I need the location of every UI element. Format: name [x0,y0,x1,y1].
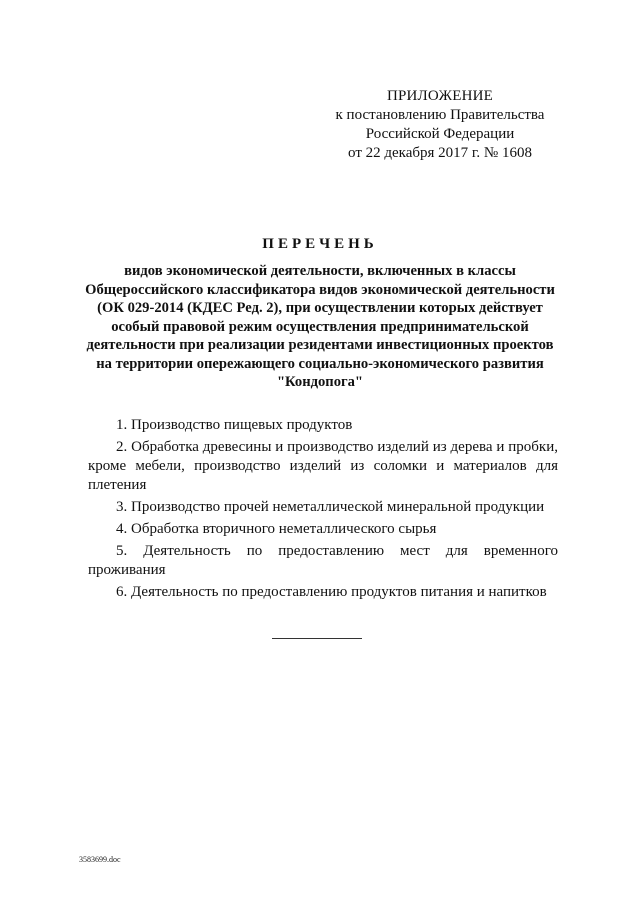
heading-line: деятельности при реализации резидентами инвестиционных проектов [86,337,554,353]
heading-line: "Кондопога" [276,374,364,390]
list-item-text-continued: проживания [88,562,166,578]
footer-document-code: 3583699.doc [79,855,121,864]
activity-list [88,416,558,605]
appendix-line-federation: Российской Федерации [365,126,515,142]
list-item-text: 1. Производство пищевых продуктов [116,417,353,433]
list-item-text: 5. Деятельность по предоставлению мест для временного [116,543,558,559]
list-item-text-continued: кроме мебели, производство изделий из соломки и материалов для [88,458,558,474]
list-item-text: 6. Деятельность по предоставлению продуктов питания и напитков [116,584,547,600]
heading-line: (ОК 029-2014 (КДЕС Ред. 2), при осуществлении которых действует [97,300,543,316]
list-item [88,520,558,539]
appendix-line-resolution: к постановлению Правительства [335,107,545,123]
list-item-text-continued: плетения [88,477,147,493]
list-item-text: 3. Производство прочей неметаллической минеральной продукции [116,499,545,515]
list-item-text: 4. Обработка вторичного неметаллического сырья [116,521,437,537]
list-item [88,498,558,517]
document-heading [60,236,580,392]
list-item [88,416,558,435]
heading-title: ПЕРЕЧЕНЬ [262,236,378,252]
heading-line: особый правовой режим осуществления предпринимательской [111,318,529,335]
list-item [88,542,558,580]
list-item [88,438,558,495]
list-item-text: 2. Обработка древесины и производство изделий из дерева и пробки, [116,439,558,455]
appendix-title: ПРИЛОЖЕНИЕ [386,88,494,104]
heading-line: Общероссийского классификатора видов экономической деятельности [85,281,555,298]
heading-line: видов экономической деятельности, включенных в классы [124,263,516,279]
appendix-block [300,87,580,163]
heading-subtitle [60,262,580,392]
end-divider [272,638,362,639]
heading-line: на территории опережающего социально-экономического развития [96,355,544,372]
appendix-line-date-number: от 22 декабря 2017 г. № 1608 [348,145,532,161]
list-item [88,583,558,602]
